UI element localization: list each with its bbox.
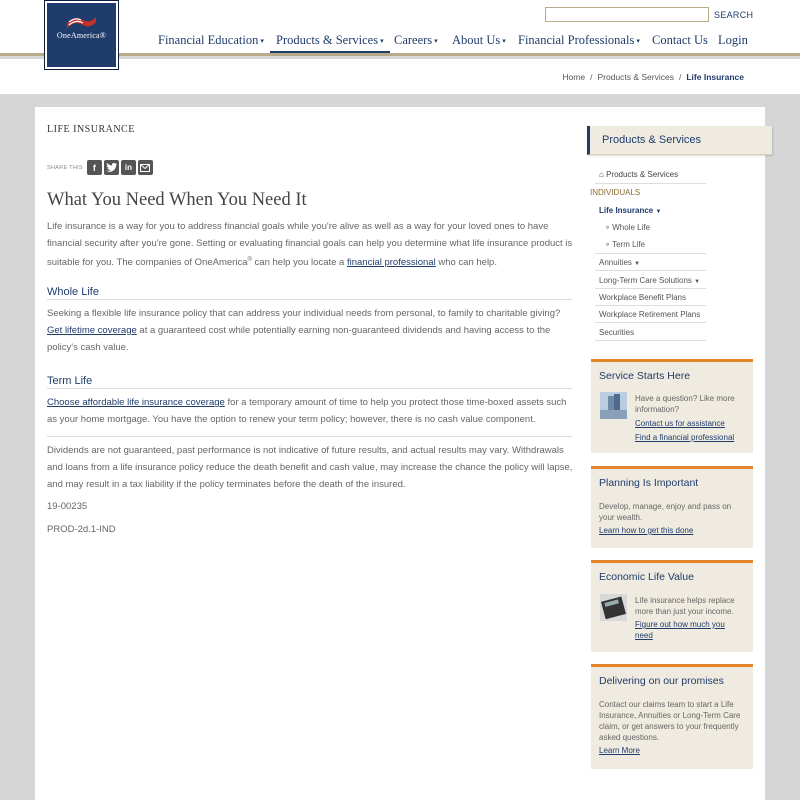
learn-how-link[interactable]: Learn how to get this done <box>599 526 694 535</box>
whole-life-heading: Whole Life <box>47 286 572 300</box>
sidebar-item-whole-life[interactable]: ∘ Whole Life <box>605 223 651 232</box>
breadcrumb-products[interactable]: Products & Services <box>597 72 674 82</box>
card-text: Develop, manage, enjoy and pass on your wealth. <box>599 502 732 522</box>
learn-more-link[interactable]: Learn More <box>599 746 640 755</box>
sidebar-item-workplace-benefit[interactable]: Workplace Benefit Plans <box>599 293 687 302</box>
sidebar-item-annuities[interactable]: Annuities ▼ <box>599 258 641 267</box>
term-life-paragraph: Choose affordable life insurance coverage for a temporary amount of time to help you protect those time-boxed assets such as your home mortgage. You have the option to renew your term policy; however, there is no cash value component. <box>47 397 567 425</box>
code-2: PROD-2d.1-IND <box>47 524 116 535</box>
contact-assistance-link[interactable]: Contact us for assistance <box>635 419 725 428</box>
sidebar-home-row[interactable] <box>595 169 706 184</box>
twitter-icon[interactable] <box>104 160 119 175</box>
breadcrumb: Home / Products & Services / Life Insurance <box>562 72 744 82</box>
nav-financial-education[interactable]: Financial Education ▾ <box>158 33 264 47</box>
intro-paragraph: Life insurance is a way for you to address financial goals while you're alive as well as a way for your loved ones to have financial security after you're gone. Setting or evaluating financial goals can help you determine what life insurance product is suitable for you. The companies of OneAmerica® can help you locate a financial professional who can help. <box>47 221 573 269</box>
search-button[interactable]: SEARCH <box>714 10 754 20</box>
breadcrumb-home[interactable]: Home <box>562 72 586 82</box>
email-icon[interactable] <box>138 160 153 175</box>
nav-financial-professionals[interactable]: Financial Professionals ▾ <box>518 33 640 47</box>
share-label: SHARE THIS <box>47 164 83 171</box>
affordable-coverage-link[interactable]: Choose affordable life insurance coverage <box>47 397 225 408</box>
breadcrumb-band <box>0 59 800 95</box>
caret-down-icon: ▼ <box>694 279 701 285</box>
sidebar-item-term-life[interactable]: ∘ Term Life <box>605 240 645 249</box>
sidebar-section-individuals: INDIVIDUALS <box>590 188 641 197</box>
share-bar <box>47 160 155 175</box>
lifetime-coverage-link[interactable]: Get lifetime coverage <box>47 325 137 336</box>
sidebar-item-workplace-retirement[interactable]: Workplace Retirement Plans <box>599 310 701 319</box>
term-life-heading: Term Life <box>47 375 572 389</box>
card-delivering-promises <box>591 664 753 769</box>
sidebar-home-link[interactable]: Products & Services <box>606 170 679 179</box>
card-text: Contact our claims team to start a Life Insurance, Annuities or Long-Term Care claim, or get answers to your frequently asked questions. <box>599 700 741 742</box>
sidebar-item-securities[interactable]: Securities <box>599 328 635 337</box>
find-professional-link[interactable]: Find a financial professional <box>635 433 735 442</box>
nav-about-us[interactable]: About Us ▾ <box>452 33 506 47</box>
page-headline: What You Need When You Need It <box>47 190 307 210</box>
building-icon <box>600 392 627 419</box>
page-label: LIFE INSURANCE <box>47 124 135 135</box>
card-text: Life insurance helps replace more than just your income. <box>635 596 735 616</box>
flag-icon <box>65 13 98 31</box>
card-planning-important <box>591 466 753 548</box>
sidebar-heading: Products & Services <box>587 126 772 155</box>
calculator-icon <box>600 594 627 621</box>
sidebar-item-long-term-care[interactable]: Long-Term Care Solutions ▼ <box>599 276 701 285</box>
breadcrumb-current: Life Insurance <box>686 72 744 82</box>
card-economic-life-value <box>591 560 753 652</box>
caret-down-icon: ▼ <box>655 209 662 215</box>
card-title: Delivering on our promises <box>599 675 724 687</box>
search-input[interactable] <box>545 7 709 22</box>
nav-login[interactable]: Login <box>718 33 748 47</box>
card-text: Have a question? Like more information? <box>635 394 735 414</box>
card-service-starts-here <box>591 359 753 453</box>
whole-life-paragraph: Seeking a flexible life insurance policy that can address your individual needs from personal, to family to charitable giving? Get lifetime coverage at a guaranteed cost while potentially earning non-guaranteed dividends and having access to the policy's cash value. <box>47 308 561 353</box>
caret-down-icon: ▼ <box>634 261 641 267</box>
financial-professional-link[interactable]: financial professional <box>346 257 436 269</box>
sidebar-item-life-insurance[interactable]: Life Insurance ▼ <box>599 206 662 215</box>
card-title: Economic Life Value <box>599 571 694 583</box>
card-title: Service Starts Here <box>599 370 691 382</box>
linkedin-icon[interactable]: in <box>121 160 136 175</box>
facebook-icon[interactable]: f <box>87 160 102 175</box>
nav-products-services[interactable]: Products & Services ▾ <box>270 33 390 53</box>
site-header <box>0 0 800 56</box>
home-icon: ⌂ <box>599 170 604 179</box>
figure-out-link[interactable]: Figure out how much you need <box>635 620 725 640</box>
code-1: 19-00235 <box>47 501 88 512</box>
nav-careers[interactable]: Careers ▾ <box>394 33 438 47</box>
logo-text: OneAmerica® <box>56 31 107 40</box>
disclaimer: Dividends are not guaranteed, past performance is not indicative of future results, and actual results may vary. Withdrawals and loans from a life insurance policy reduce the death benefit and cash value, may increase the chance the policy will lapse, and may result in a tax liability if the policy terminates before the death of the insured. <box>47 445 573 490</box>
divider <box>47 436 572 437</box>
nav-contact-us[interactable]: Contact Us <box>652 33 708 47</box>
site-logo[interactable] <box>44 0 119 70</box>
card-title: Planning Is Important <box>599 477 699 489</box>
